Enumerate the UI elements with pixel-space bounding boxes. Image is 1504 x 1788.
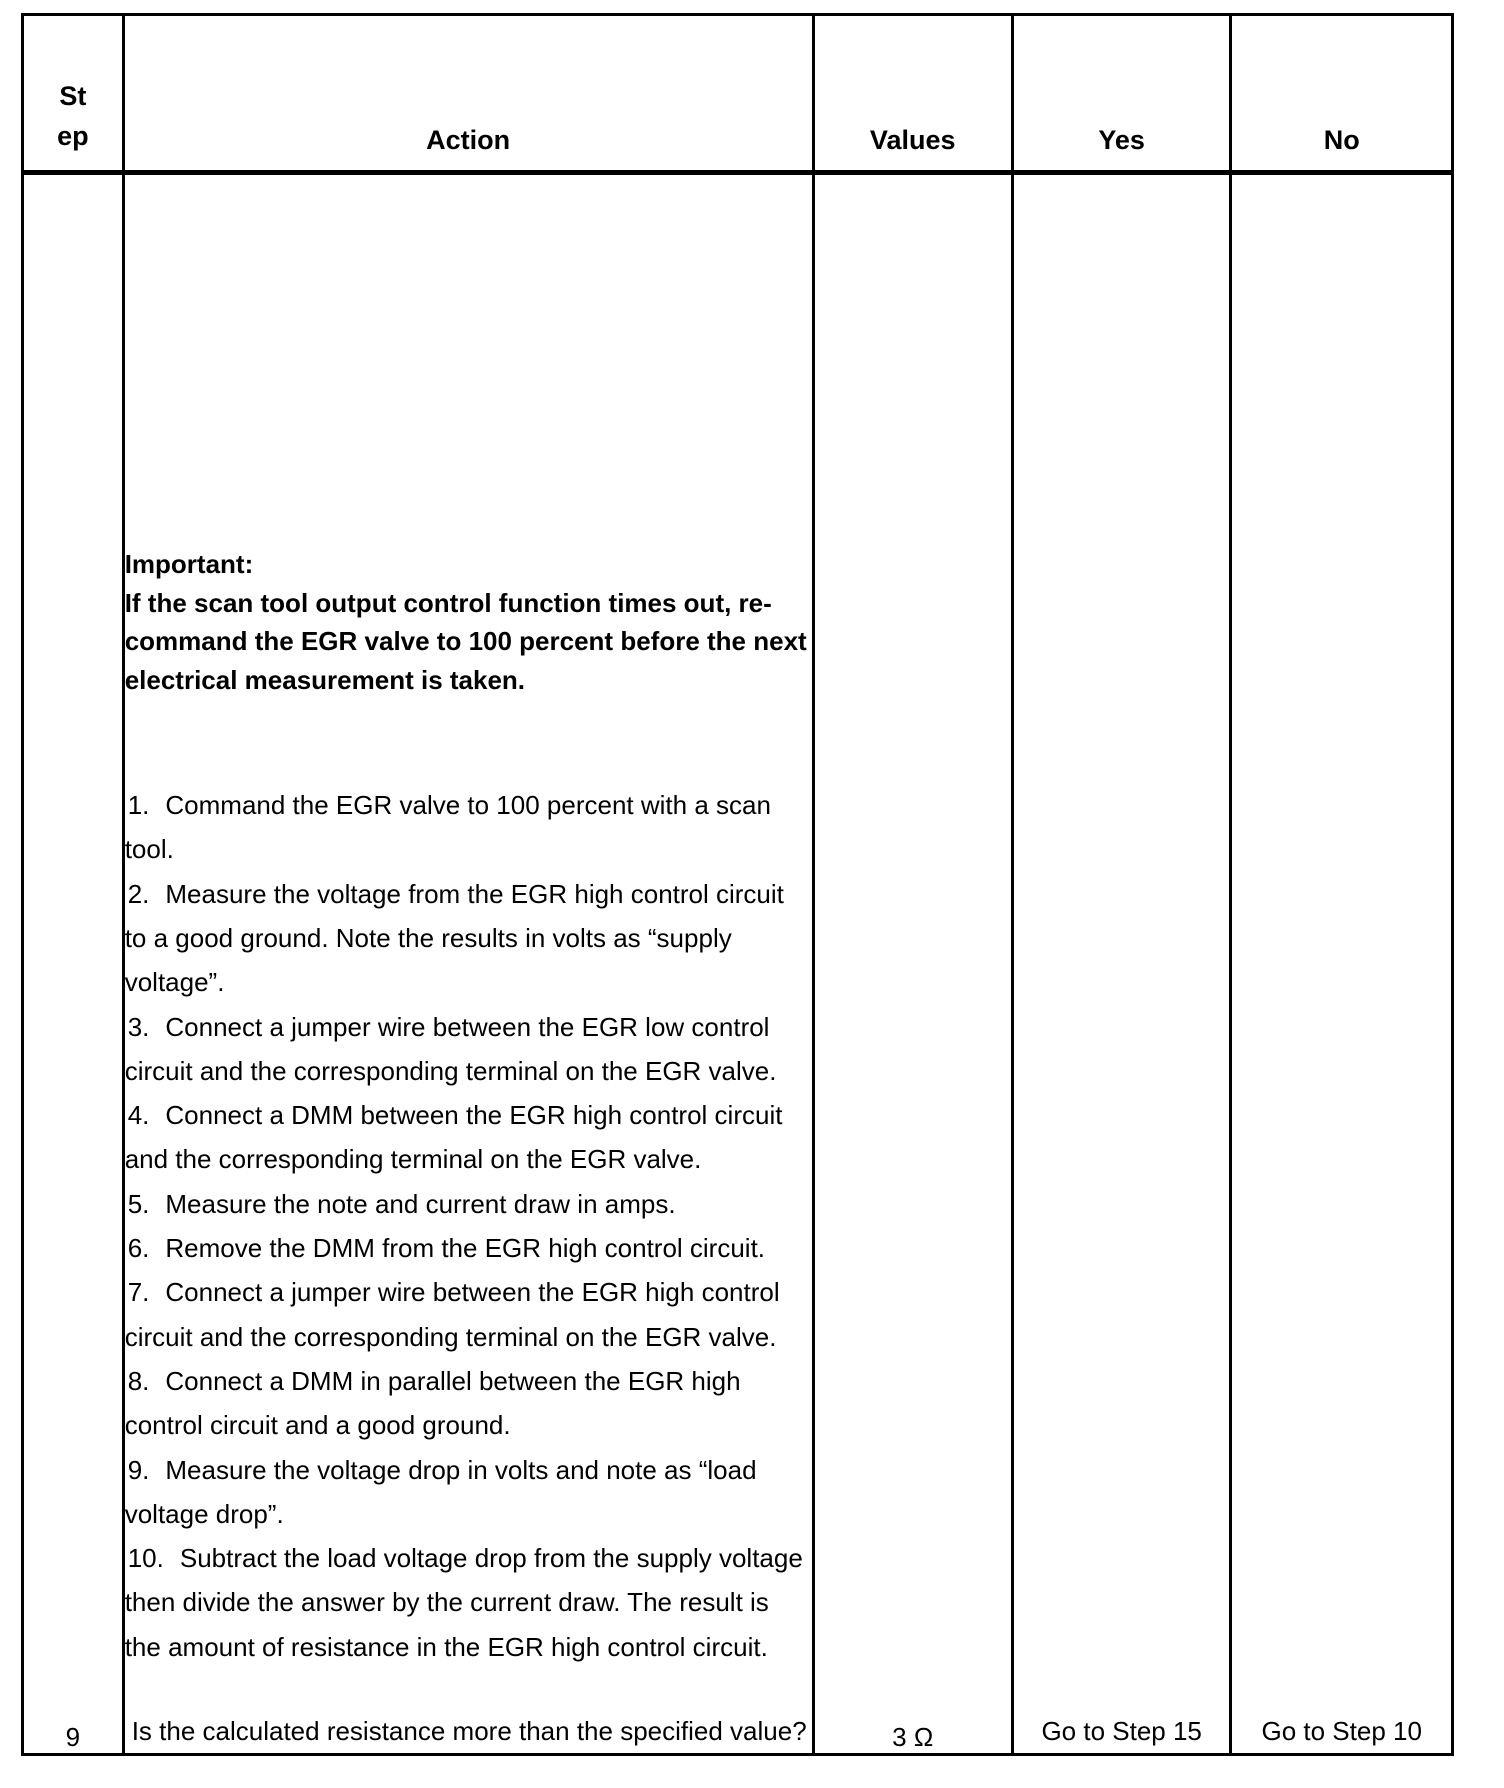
question: Is the calculated resistance more than the specified value? [131,1716,807,1746]
important-note [125,545,812,699]
table-header-row [23,15,1453,173]
diagnostic-table [21,13,1454,1756]
step-text: Connect a jumper wire between the EGR low control circuit and the corresponding terminal on the EGR valve. [124,1011,777,1086]
step-text: Connect a DMM in parallel between the EGR high control circuit and a good ground. [124,1365,741,1441]
step-index: 10. [127,1543,164,1574]
step-index: 9. [127,1454,150,1485]
header-step-line2: ep [57,121,89,151]
yes-result: Go to Step 15 [1012,173,1231,1755]
step-index: 8. [127,1365,150,1396]
table-row [23,173,1453,1755]
step-text: Connect a DMM between the EGR high control circuit and the corresponding terminal on the EGR valve. [124,1100,783,1175]
step-text: Remove the DMM from the EGR high control circuit. [165,1233,766,1264]
header-yes: Yes [1012,15,1231,173]
step-index: 1. [127,790,150,821]
step-index: 7. [127,1277,150,1308]
header-step [23,15,124,173]
step-index: 3. [127,1011,150,1042]
procedure-step [125,1270,812,1359]
step-index: 4. [127,1100,150,1131]
procedure-step [125,1448,812,1537]
procedure-step [125,1093,812,1182]
no-result: Go to Step 10 [1231,173,1453,1755]
step-text: Command the EGR valve to 100 percent with a scan tool. [124,790,771,865]
procedure-step [125,783,812,872]
important-label: Important: [124,549,254,580]
value-cell: 3 Ω [813,173,1012,1755]
step-text: Measure the voltage drop in volts and note as “load voltage drop”. [124,1454,757,1529]
procedure-steps [125,783,812,1669]
step-index: 6. [127,1233,150,1264]
action-cell [123,173,813,1755]
procedure-step [125,1182,812,1226]
header-no: No [1231,15,1453,173]
header-action: Action [123,15,813,173]
step-text: Measure the note and current draw in amps. [165,1188,676,1219]
procedure-step [125,1005,812,1094]
question-text [125,1709,812,1753]
procedure-step [125,1226,812,1270]
step-index: 5. [127,1188,150,1219]
important-text: If the scan tool output control function times out, re-command the EGR valve to 100 percent before the next electrical measurement is taken. [124,587,807,695]
procedure-step [125,1359,812,1448]
step-index: 2. [127,878,150,909]
step-number: 9 [23,173,124,1755]
step-text: Connect a jumper wire between the EGR high control circuit and the corresponding terminal on the EGR valve. [124,1277,780,1352]
procedure-step [125,872,812,1005]
header-step-line1: St [59,81,87,111]
step-text: Subtract the load voltage drop from the supply voltage then divide the answer by the current draw. The result is the amount of resistance in the EGR high control circuit. [124,1543,803,1662]
header-values: Values [813,15,1012,173]
step-text: Measure the voltage from the EGR high control circuit to a good ground. Note the results in volts as “supply voltage”. [124,878,784,998]
procedure-step [125,1536,812,1669]
